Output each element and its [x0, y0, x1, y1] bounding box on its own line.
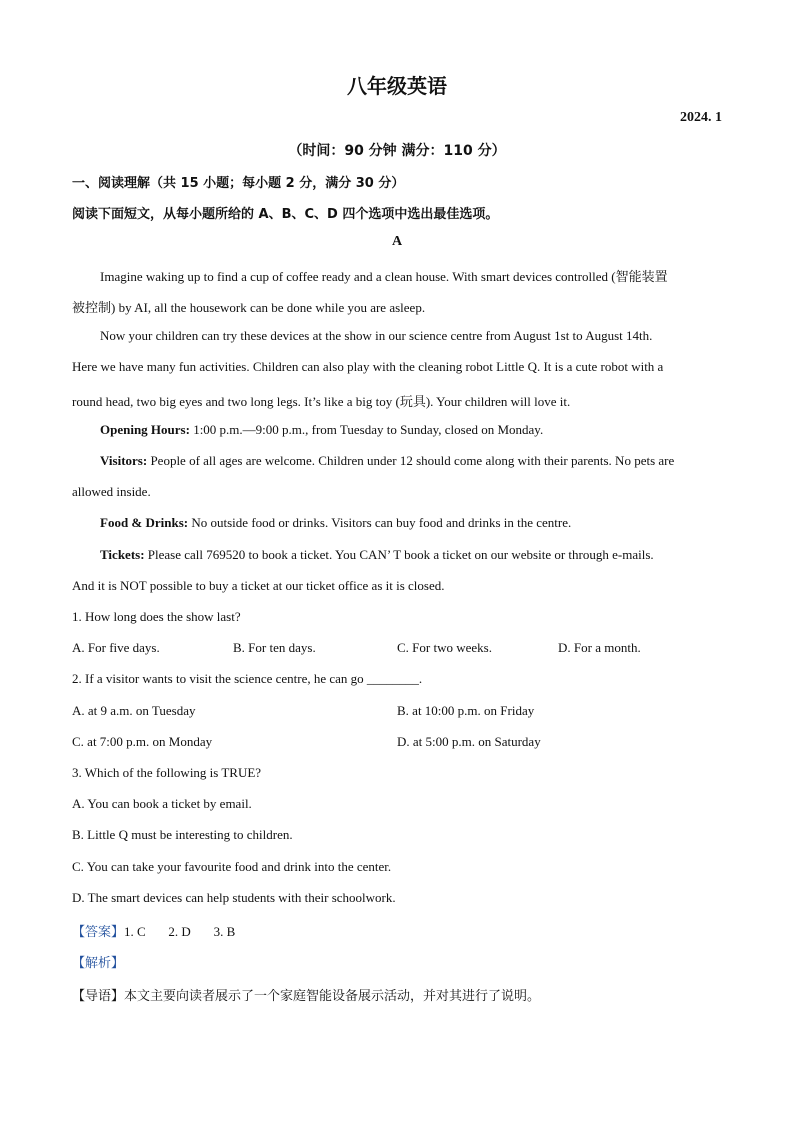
q2-option-c: C. at 7:00 p.m. on Monday [72, 734, 213, 749]
q3-option-d: D. The smart devices can help students with their schoolwork. [72, 890, 396, 905]
opening-hours-label: Opening Hours: [100, 422, 190, 437]
visitors-text-cont: allowed inside. [72, 484, 151, 499]
exam-time-score: （时间：90 分钟 满分：110 分） [288, 143, 506, 159]
guide-text: 本文主要向读者展示了一个家庭智能设备展示活动，并对其进行了说明。 [124, 989, 541, 1004]
q2-option-b: B. at 10:00 p.m. on Friday [397, 703, 535, 718]
guide-line [72, 985, 540, 1004]
tickets [100, 547, 654, 563]
answer-text: 1. C 2. D 3. B [124, 924, 236, 939]
exam-date: 2024. 1 [680, 110, 722, 125]
tickets-label: Tickets: [100, 547, 145, 562]
answer-line [72, 921, 235, 940]
question-1: 1. How long does the show last? [72, 609, 241, 624]
analysis-line [72, 952, 124, 971]
passage-p1-line1: Imagine waking up to find a cup of coffee ready and a clean house. With smart devices controlled (智能装置 [100, 269, 668, 284]
food-drinks-text: No outside food or drinks. Visitors can buy food and drinks in the centre. [188, 515, 572, 530]
question-2: 2. If a visitor wants to visit the science centre, he can go ________. [72, 671, 423, 686]
passage-p2-line1: Now your children can try these devices at the show in our science centre from August 1st to August 14th. [100, 328, 653, 343]
passage-p2-line2: Here we have many fun activities. Children can also play with the cleaning robot Little Q. It is a cute robot with a [72, 359, 664, 374]
opening-hours [100, 422, 543, 438]
food-drinks-label: Food & Drinks: [100, 515, 189, 530]
food-drinks [100, 515, 571, 531]
opening-hours-text: 1:00 p.m.—9:00 p.m., from Tuesday to Sunday, closed on Monday. [189, 422, 544, 437]
q2-option-d: D. at 5:00 p.m. on Saturday [397, 734, 541, 749]
answer-tag: 【答案】 [72, 925, 125, 940]
tickets-text: Please call 769520 to book a ticket. You CAN’ T book a ticket on our website or through e-mails. [144, 547, 654, 562]
passage-label: A [391, 234, 403, 249]
visitors [100, 453, 674, 469]
question-3: 3. Which of the following is TRUE? [72, 765, 262, 780]
q3-option-c: C. You can take your favourite food and drink into the center. [72, 859, 392, 874]
section-instruction: 阅读下面短文，从每小题所给的 A、B、C、D 四个选项中选出最佳选项。 [72, 207, 499, 222]
guide-tag: 【导语】 [72, 989, 125, 1004]
passage-p1-line2: 被控制) by AI, all the housework can be done while you are asleep. [72, 300, 426, 315]
q2-option-a: A. at 9 a.m. on Tuesday [72, 703, 196, 718]
q1-option-d: D. For a month. [558, 640, 641, 655]
analysis-tag: 【解析】 [72, 956, 125, 971]
passage-p2-line3: round head, two big eyes and two long legs. It’s like a big toy (玩具). Your children will love it. [72, 394, 571, 409]
section-heading: 一、阅读理解（共 15 小题；每小题 2 分，满分 30 分） [72, 176, 405, 191]
q3-option-a: A. You can book a ticket by email. [72, 796, 252, 811]
visitors-label: Visitors: [100, 453, 148, 468]
q1-option-a: A. For five days. [72, 640, 160, 655]
exam-title: 八年级英语 [347, 74, 447, 98]
visitors-text: People of all ages are welcome. Children under 12 should come along with their parents. No pets are [147, 453, 675, 468]
q3-option-b: B. Little Q must be interesting to children. [72, 827, 293, 842]
q1-option-b: B. For ten days. [233, 640, 316, 655]
q1-option-c: C. For two weeks. [397, 640, 492, 655]
tickets-text-cont: And it is NOT possible to buy a ticket at our ticket office as it is closed. [72, 578, 445, 593]
